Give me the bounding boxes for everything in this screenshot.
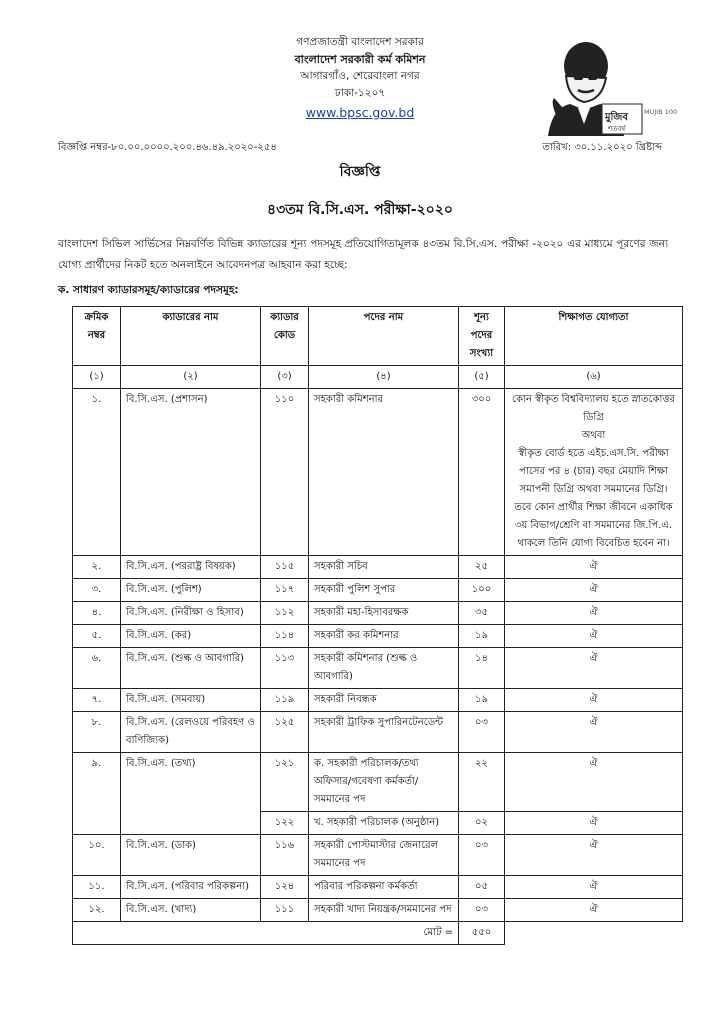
cell-serial: ৮. <box>73 712 121 753</box>
col-number: (২) <box>121 366 261 389</box>
cell-post: ক. সহকারী পরিচালক/তথ্য অফিসার/গবেষণা কর্মকর্তা/সমমানের পদ <box>309 753 459 812</box>
cell-code: ১২৪ <box>261 876 309 899</box>
logo-text-main: মুজিব <box>605 112 628 123</box>
cell-vacancy: ০২ <box>459 812 505 835</box>
notice-date: তারিখ: ৩০.১১.২০২০ খ্রিষ্টাব্দ <box>542 142 662 153</box>
cell-serial: ৫. <box>73 625 121 648</box>
cell-qualification: কোন স্বীকৃত বিশ্ববিদ্যালয় হতে স্নাতকোত্তর ডিগ্রি অথবা স্বীকৃত বোর্ড হতে এইচ.এস.সি. পরীক্ষা পাসের পর ৪ (চার) বছর মেয়াদি শিক্ষা সমাপনী ডিগ্রি অথবা সমমানের ডিগ্রি। তবে কোন প্রার্থীর শিক্ষা জীবনে একাধিক ৩য় বিভাগ/শ্রেণি বা সমমানের জি.পি.এ. থাকলে তিনি যোগ্য বিবেচিত হবেন না। <box>505 389 683 556</box>
col-number: (৩) <box>261 366 309 389</box>
cell-serial: ৬. <box>73 648 121 689</box>
header-serial: ক্রমিক নম্বর <box>73 307 121 366</box>
cell-qualification-ditto: ঐ <box>505 835 683 876</box>
cell-qualification-ditto: ঐ <box>505 625 683 648</box>
cell-code: ১১২ <box>261 602 309 625</box>
cell-cadre: বি.সি.এস. (পররাষ্ট্র বিষয়ক) <box>121 556 261 579</box>
cell-post: সহকারী নিবন্ধক <box>309 689 459 712</box>
cell-serial: ৩. <box>73 579 121 602</box>
city-line: ঢাকা-১২০৭ <box>334 87 386 99</box>
cell-vacancy: ৩০০ <box>459 389 505 556</box>
cell-cadre: বি.সি.এস. (ডাক) <box>121 835 261 876</box>
cell-code: ১১১ <box>261 899 309 922</box>
cell-cadre: বি.সি.এস. (তথ্য) <box>121 753 261 835</box>
total-label: মোট = <box>73 922 459 945</box>
notice-title: বিজ্ঞপ্তি <box>339 164 381 180</box>
cell-code: ১১৫ <box>261 556 309 579</box>
col-number: (৫) <box>459 366 505 389</box>
col-number: (১) <box>73 366 121 389</box>
govt-name: গণপ্রজাতন্ত্রী বাংলাদেশ সরকার <box>296 36 424 48</box>
logo-text-sub: শতবর্ষ <box>608 125 626 133</box>
cell-qualification-ditto: ঐ <box>505 556 683 579</box>
vacancy-table <box>72 306 683 945</box>
table-row <box>73 835 683 876</box>
cell-serial: ২. <box>73 556 121 579</box>
cell-cadre: বি.সি.এস. (কর) <box>121 625 261 648</box>
cell-serial: ১. <box>73 389 121 556</box>
cell-vacancy: ০৩ <box>459 835 505 876</box>
mujib-portrait-icon <box>528 36 678 142</box>
cell-vacancy: ২৫ <box>459 556 505 579</box>
cell-qualification-ditto: ঐ <box>505 876 683 899</box>
col-number: (৬) <box>505 366 683 389</box>
cell-serial: ৯. <box>73 753 121 835</box>
cell-post: সহকারী কর কমিশনার <box>309 625 459 648</box>
cell-cadre: বি.সি.এস. (সমবায়) <box>121 689 261 712</box>
cell-code: ১১৭ <box>261 579 309 602</box>
table-row <box>73 579 683 602</box>
cell-post: সহকারী খাদ্য নিয়ন্ত্রক/সমমানের পদ <box>309 899 459 922</box>
cell-code: ১২৫ <box>261 712 309 753</box>
section-heading: ক. সাধারণ ক্যাডারসমূহ/ক্যাডারের পদসমূহ: <box>58 284 239 296</box>
cell-vacancy: ১০০ <box>459 579 505 602</box>
table-row <box>73 712 683 753</box>
total-row <box>73 922 683 945</box>
cell-code: ১১৯ <box>261 689 309 712</box>
cell-post: সহকারী সচিব <box>309 556 459 579</box>
cell-cadre: বি.সি.এস. (শুল্ক ও আবগারি) <box>121 648 261 689</box>
cell-post: সহকারী মহা-হিসাবরক্ষক <box>309 602 459 625</box>
cell-post: সহকারী ট্রাফিক সুপারিনটেনডেন্ট <box>309 712 459 753</box>
address-line: আগারগাঁও, শেরেবাংলা নগর <box>300 70 420 82</box>
cell-cadre: বি.সি.এস. (পুলিশ) <box>121 579 261 602</box>
table-row <box>73 602 683 625</box>
mujib-100-logo <box>528 36 678 142</box>
cell-vacancy: ১৯ <box>459 625 505 648</box>
cell-post: সহকারী পুলিশ সুপার <box>309 579 459 602</box>
cell-post: পরিবার পরিকল্পনা কর্মকর্তা <box>309 876 459 899</box>
header-qualification: শিক্ষাগত যোগ্যতা <box>505 307 683 366</box>
cell-code: ১১৪ <box>261 625 309 648</box>
cell-qualification-ditto: ঐ <box>505 689 683 712</box>
cell-post: সহকারী কমিশনার <box>309 389 459 556</box>
cell-vacancy: ১৪ <box>459 648 505 689</box>
cell-code: ১২২ <box>261 812 309 835</box>
column-number-row <box>73 366 683 389</box>
cell-qualification-ditto: ঐ <box>505 579 683 602</box>
table-row <box>73 689 683 712</box>
cell-vacancy: ৩৫ <box>459 602 505 625</box>
cell-qualification-ditto: ঐ <box>505 899 683 922</box>
cell-cadre: বি.সি.এস. (পরিবার পরিকল্পনা) <box>121 876 261 899</box>
cell-qualification-ditto: ঐ <box>505 648 683 689</box>
cell-qualification-ditto: ঐ <box>505 712 683 753</box>
header-code: ক্যাডার কোড <box>261 307 309 366</box>
cell-serial: ৪. <box>73 602 121 625</box>
table-row <box>73 899 683 922</box>
table-row <box>73 625 683 648</box>
cell-post: খ. সহকারী পরিচালক (অনুষ্ঠান) <box>309 812 459 835</box>
cell-post: সহকারী কমিশনার (শুল্ক ও আবগারি) <box>309 648 459 689</box>
cell-cadre: বি.সি.এস. (প্রশাসন) <box>121 389 261 556</box>
cell-cadre: বি.সি.এস. (রেলওয়ে পরিবহণ ও বাণিজ্যিক) <box>121 712 261 753</box>
cell-code: ১১০ <box>261 389 309 556</box>
memo-number: বিজ্ঞপ্তি নম্বর-৮০.০০.০০০০.২০০.৪৬.৪৯.২০২০-২৫৪ <box>58 142 277 153</box>
empty-cell <box>505 922 683 945</box>
col-number: (৪) <box>309 366 459 389</box>
logo-mark: MUJIB 100 <box>644 108 678 116</box>
cell-cadre: বি.সি.এস. (খাদ্য) <box>121 899 261 922</box>
header-cadre: ক্যাডারের নাম <box>121 307 261 366</box>
cell-vacancy: ২২ <box>459 753 505 812</box>
cell-vacancy: ০৩ <box>459 712 505 753</box>
table-row <box>73 876 683 899</box>
header-post: পদের নাম <box>309 307 459 366</box>
exam-title: ৪৩তম বি.সি.এস. পরীক্ষা-২০২০ <box>267 202 453 218</box>
intro-paragraph: বাংলাদেশ সিভিল সার্ভিসের নিম্নবর্ণিত বিভিন্ন ক্যাডারের শূন্য পদসমূহ প্রতিযোগিতামূলক ৪৩তম বি.সি.এস. পরীক্ষা -২০২০ এর মাধ্যমে পূরণের জন্য যোগ্য প্রার্থীদের নিকট হতে অনলাইনে আবেদনপত্র আহবান করা হচ্ছে: <box>58 238 668 271</box>
table-row <box>73 648 683 689</box>
cell-qualification-ditto: ঐ <box>505 602 683 625</box>
cell-post: সহকারী পোস্টমাস্টার জেনারেল সমমানের পদ <box>309 835 459 876</box>
cell-cadre: বি.সি.এস. (নিরীক্ষা ও হিসাব) <box>121 602 261 625</box>
cell-serial: ১১. <box>73 876 121 899</box>
cell-vacancy: ০৩ <box>459 899 505 922</box>
cell-qualification-ditto: ঐ <box>505 753 683 812</box>
cell-serial: ১০. <box>73 835 121 876</box>
table-row <box>73 389 683 556</box>
header-vacancy: শূন্য পদের সংখ্যা <box>459 307 505 366</box>
cell-qualification-ditto: ঐ <box>505 812 683 835</box>
cell-code: ১২১ <box>261 753 309 812</box>
cell-serial: ১২. <box>73 899 121 922</box>
table-row <box>73 753 683 812</box>
commission-name: বাংলাদেশ সরকারী কর্ম কমিশন <box>294 53 426 66</box>
cell-code: ১১৬ <box>261 835 309 876</box>
total-value: ৫৫০ <box>459 922 505 945</box>
table-header-row <box>73 307 683 366</box>
cell-vacancy: ০৫ <box>459 876 505 899</box>
website-link[interactable]: www.bpsc.gov.bd <box>305 105 415 120</box>
cell-code: ১১৩ <box>261 648 309 689</box>
cell-vacancy: ১৯ <box>459 689 505 712</box>
table-row <box>73 556 683 579</box>
cell-serial: ৭. <box>73 689 121 712</box>
